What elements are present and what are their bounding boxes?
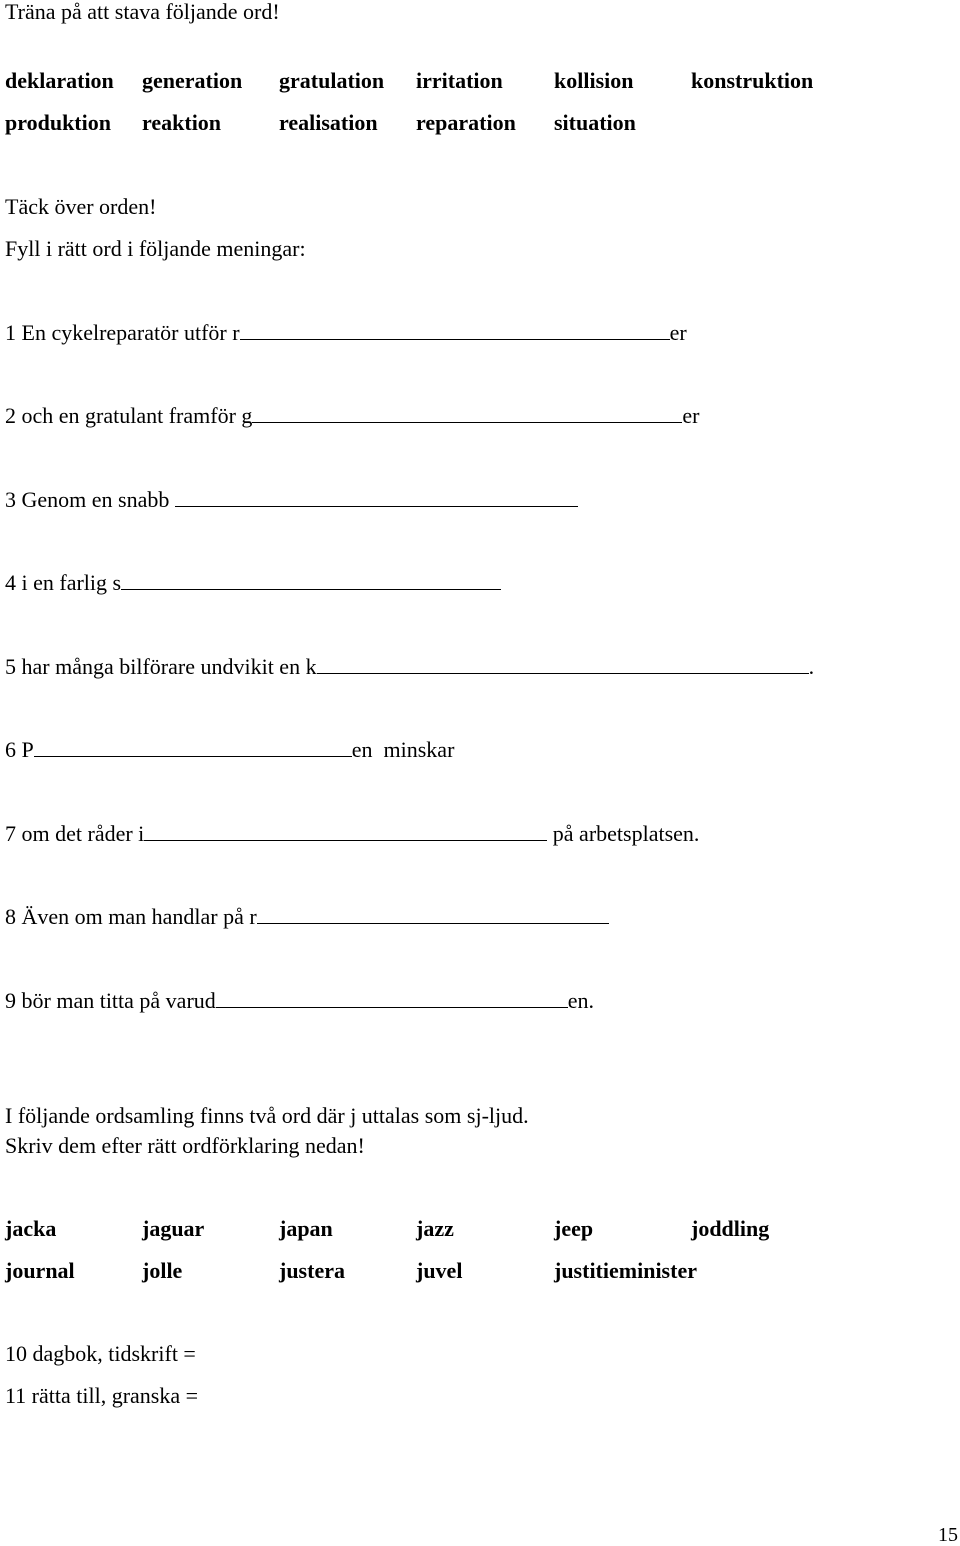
sentence-text: er xyxy=(669,320,687,345)
sentence-8 xyxy=(5,903,609,930)
word: gratulation xyxy=(279,68,385,93)
sentence-text: 4 i en farlig s xyxy=(5,570,122,595)
j-instruction-line-2: Skriv dem efter rätt ordförklaring nedan! xyxy=(5,1133,365,1158)
word-row-4 xyxy=(0,1258,960,1284)
word: irritation xyxy=(416,68,503,93)
intro-text: Träna på att stava följande ord! xyxy=(5,0,280,24)
sentence-6 xyxy=(5,736,454,763)
j-instruction-line-1: I följande ordsamling finns två ord där j uttalas som sj-ljud. xyxy=(5,1103,529,1128)
word-row-3 xyxy=(0,1216,960,1242)
answer-blank[interactable] xyxy=(257,903,609,924)
word: konstruktion xyxy=(691,68,814,93)
sentence-text: 5 har många bilförare undvikit en k xyxy=(5,654,317,679)
word: justera xyxy=(279,1258,345,1283)
trace-instruction: Täck över orden! xyxy=(5,194,157,219)
sentence-1 xyxy=(5,319,687,346)
answer-blank[interactable] xyxy=(121,569,501,590)
sentence-text: på arbetsplatsen. xyxy=(547,821,700,846)
sentence-text: en. xyxy=(567,988,595,1013)
page-number: 15 xyxy=(938,1524,958,1546)
word: jeep xyxy=(554,1216,594,1241)
word: generation xyxy=(142,68,243,93)
word: jaguar xyxy=(142,1216,205,1241)
definition-10: 10 dagbok, tidskrift = xyxy=(5,1341,196,1366)
word: jazz xyxy=(416,1216,454,1241)
word: situation xyxy=(554,110,636,135)
answer-blank[interactable] xyxy=(34,736,352,757)
sentence-2 xyxy=(5,402,700,429)
answer-blank[interactable] xyxy=(317,653,809,674)
word: kollision xyxy=(554,68,634,93)
sentence-text: 7 om det råder i xyxy=(5,821,145,846)
sentence-text: 8 Även om man handlar på r xyxy=(5,904,257,929)
word: realisation xyxy=(279,110,378,135)
answer-blank[interactable] xyxy=(175,486,578,507)
sentence-text: 6 P xyxy=(5,737,34,762)
sentence-text: en minskar xyxy=(351,737,455,762)
word: juvel xyxy=(416,1258,463,1283)
word: jolle xyxy=(142,1258,183,1283)
sentence-text: 1 En cykelreparatör utför r xyxy=(5,320,240,345)
word: justitieminister xyxy=(554,1258,697,1283)
sentence-text: 9 bör man titta på varud xyxy=(5,988,216,1013)
word: journal xyxy=(5,1258,75,1283)
definition-11: 11 rätta till, granska = xyxy=(5,1383,199,1408)
word-row-1 xyxy=(0,68,960,94)
word-row-2 xyxy=(0,110,960,136)
sentence-3 xyxy=(5,486,578,513)
answer-blank[interactable] xyxy=(240,319,670,340)
sentence-7 xyxy=(5,820,699,847)
word: deklaration xyxy=(5,68,114,93)
sentence-text: 2 och en gratulant framför g xyxy=(5,403,253,428)
answer-blank[interactable] xyxy=(216,987,568,1008)
word: reaktion xyxy=(142,110,222,135)
word: joddling xyxy=(691,1216,770,1241)
sentence-text: er xyxy=(682,403,700,428)
word: jacka xyxy=(5,1216,57,1241)
word: produktion xyxy=(5,110,111,135)
answer-blank[interactable] xyxy=(252,402,682,423)
sentence-4 xyxy=(5,569,501,596)
fill-instruction: Fyll i rätt ord i följande meningar: xyxy=(5,236,306,261)
sentence-9 xyxy=(5,987,594,1014)
word: reparation xyxy=(416,110,516,135)
word: japan xyxy=(279,1216,333,1241)
sentence-5 xyxy=(5,653,814,680)
sentence-text: 3 Genom en snabb xyxy=(5,487,170,512)
sentence-text: . xyxy=(808,654,815,679)
answer-blank[interactable] xyxy=(144,820,547,841)
